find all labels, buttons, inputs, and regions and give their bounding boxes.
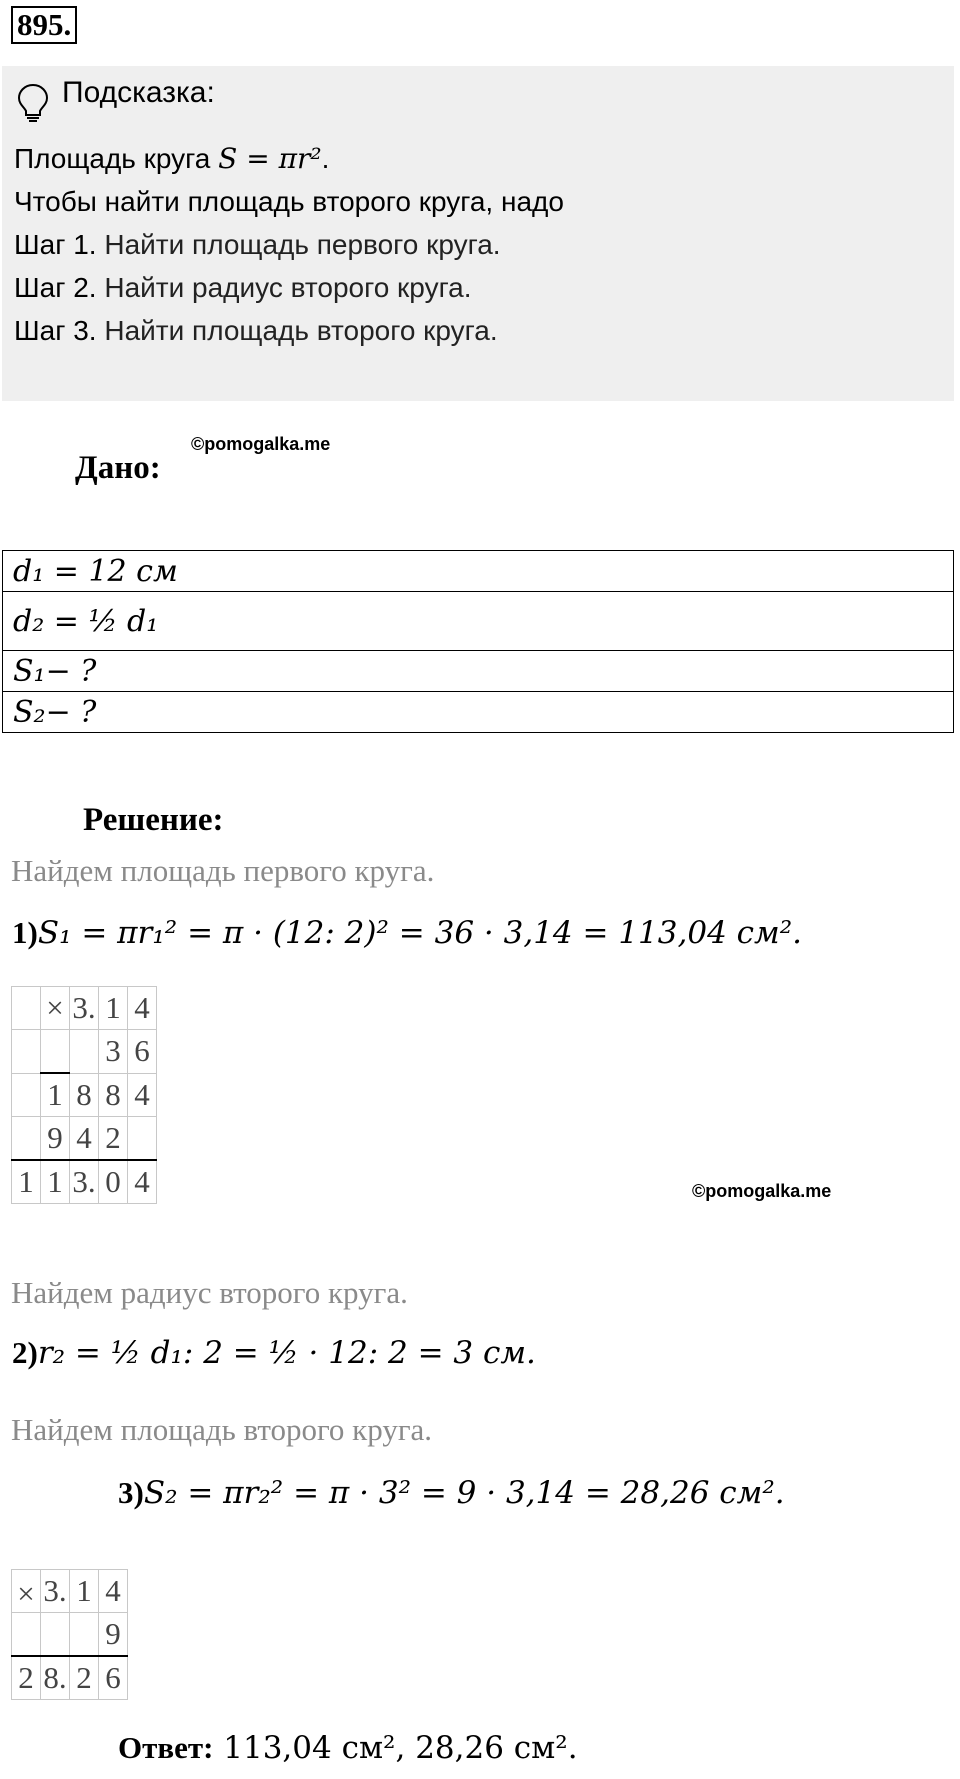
solution-header: Решение:	[83, 802, 224, 838]
digit-cell: 4	[99, 1570, 128, 1613]
hint-step-2: Шаг 2. Найти радиус второго круга.	[14, 272, 472, 303]
problem-number: 895.	[11, 6, 77, 44]
solution-text-2: Найдем радиус второго круга.	[11, 1275, 408, 1310]
given-row	[3, 692, 954, 733]
digit-row	[12, 1073, 157, 1117]
digit-cell	[41, 1030, 70, 1074]
given-table	[2, 550, 954, 733]
digit-cell: 1	[41, 1073, 70, 1117]
digit-cell: 6	[128, 1030, 157, 1074]
digit-row	[12, 1613, 128, 1657]
digit-cell: 3	[99, 1030, 128, 1074]
digit-cell: 3.	[70, 1160, 99, 1204]
answer: Ответ: 113,04 см², 28,26 см².	[118, 1730, 578, 1766]
digit-cell: 2	[12, 1656, 41, 1700]
hint-title	[16, 76, 215, 110]
digit-cell: 1	[12, 1160, 41, 1204]
digit-cell: 0	[99, 1160, 128, 1204]
solution-step-2: 2)r₂ = ½ d₁: 2 = ½ · 12: 2 = 3 см.	[12, 1335, 536, 1371]
digit-cell: 4	[128, 1073, 157, 1117]
digit-cell	[41, 1613, 70, 1657]
given-row	[3, 592, 954, 651]
digit-cell: 1	[99, 987, 128, 1030]
digit-cell: 2	[70, 1656, 99, 1700]
area-formula: S = πr²	[218, 142, 322, 175]
watermark: ©pomogalka.me	[191, 434, 331, 454]
digit-cell: 3.	[70, 987, 99, 1030]
hint-line-1: Площадь круга S = πr².	[14, 142, 330, 175]
digit-cell: 1	[70, 1570, 99, 1613]
given-row	[3, 551, 954, 592]
given-header: Дано:	[75, 450, 161, 486]
digit-row	[12, 1656, 128, 1700]
solution-text-3: Найдем площадь второго круга.	[11, 1412, 433, 1447]
multiplication-table-2	[11, 1569, 128, 1700]
given-s2: S₂− ?	[3, 692, 954, 733]
digit-cell: 8.	[41, 1656, 70, 1700]
given-row	[3, 651, 954, 692]
multiply-sign: ×	[41, 987, 70, 1030]
solution-step-1: 1)S₁ = πr₁² = π · (12: 2)² = 36 · 3,14 = 113,04 см².	[12, 915, 802, 951]
multiplication-table-1	[11, 986, 157, 1204]
digit-cell	[12, 987, 41, 1030]
lightbulb-icon	[16, 82, 50, 122]
digit-cell: 9	[41, 1117, 70, 1161]
digit-cell: 4	[70, 1117, 99, 1161]
digit-cell	[12, 1117, 41, 1161]
given-d2: d₂ = ½ d₁	[3, 592, 954, 651]
hint-line-2: Чтобы найти площадь второго круга, надо	[14, 186, 564, 217]
solution-text-1: Найдем площадь первого круга.	[11, 853, 435, 888]
digit-row	[12, 1030, 157, 1074]
digit-cell: 3.	[41, 1570, 70, 1613]
given-d1: d₁ = 12 см	[3, 551, 954, 592]
multiply-sign: ×	[12, 1570, 41, 1613]
digit-cell: 4	[128, 1160, 157, 1204]
digit-row	[12, 1117, 157, 1161]
hint-step-1: Шаг 1. Найти площадь первого круга.	[14, 229, 501, 260]
hint-title-text: Подсказка:	[62, 76, 215, 109]
hint-box	[2, 66, 954, 401]
digit-cell: 8	[70, 1073, 99, 1117]
digit-cell	[12, 1613, 41, 1657]
digit-row	[12, 1570, 128, 1613]
digit-cell: 9	[99, 1613, 128, 1657]
digit-cell: 6	[99, 1656, 128, 1700]
solution-step-3: 3)S₂ = πr₂² = π · 3² = 9 · 3,14 = 28,26 см².	[118, 1475, 785, 1511]
given-s1: S₁− ?	[3, 651, 954, 692]
digit-cell: 8	[99, 1073, 128, 1117]
digit-cell: 1	[41, 1160, 70, 1204]
digit-cell	[128, 1117, 157, 1161]
watermark: ©pomogalka.me	[692, 1181, 832, 1201]
digit-cell	[70, 1613, 99, 1657]
digit-cell: 2	[99, 1117, 128, 1161]
digit-cell	[12, 1073, 41, 1117]
digit-cell	[70, 1030, 99, 1074]
digit-cell: 4	[128, 987, 157, 1030]
hint-step-3: Шаг 3. Найти площадь второго круга.	[14, 315, 498, 346]
digit-row	[12, 987, 157, 1030]
digit-cell	[12, 1030, 41, 1074]
digit-row	[12, 1160, 157, 1204]
